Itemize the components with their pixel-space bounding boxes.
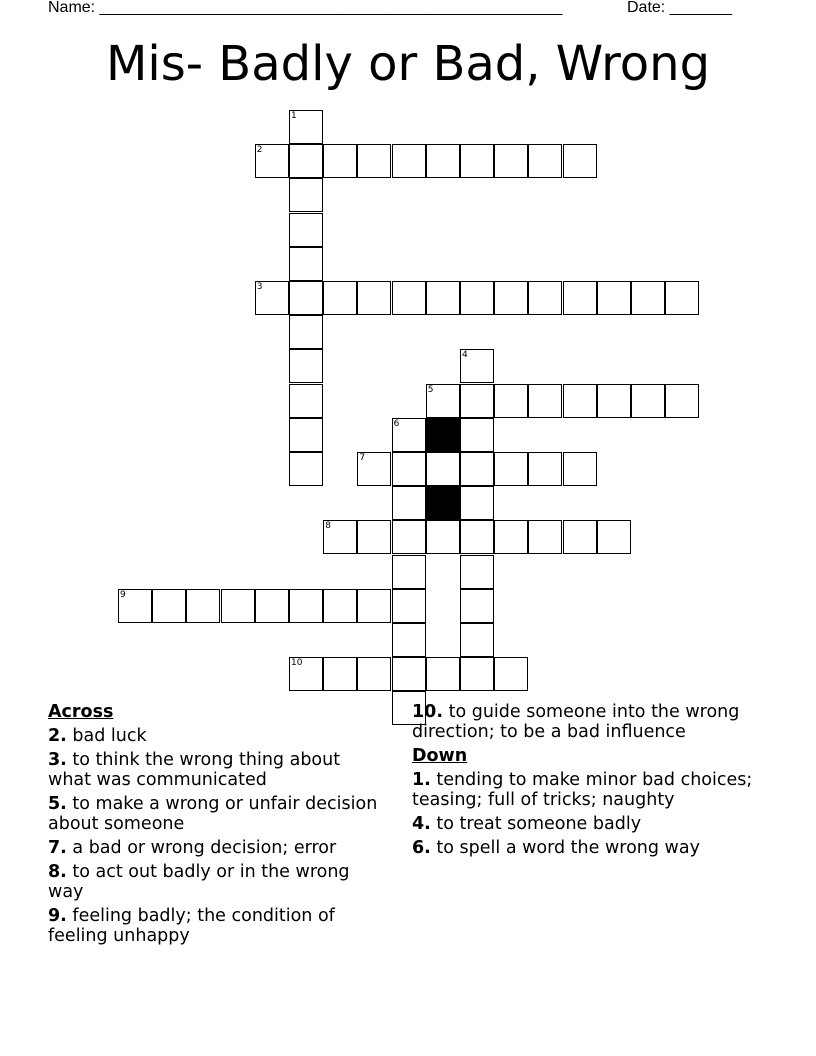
grid-cell[interactable] bbox=[528, 452, 562, 486]
grid-cell[interactable] bbox=[152, 589, 186, 623]
clue-across-10 bbox=[412, 702, 772, 742]
cell-number: 6 bbox=[393, 418, 400, 429]
grid-cell[interactable] bbox=[426, 657, 460, 691]
grid-cell[interactable] bbox=[255, 281, 289, 315]
grid-cell[interactable] bbox=[255, 589, 289, 623]
grid-cell[interactable] bbox=[323, 657, 357, 691]
grid-cell[interactable] bbox=[392, 657, 426, 691]
cell-number: 9 bbox=[120, 589, 126, 600]
grid-cell[interactable] bbox=[460, 452, 494, 486]
grid-cell[interactable] bbox=[289, 418, 323, 452]
grid-cell[interactable] bbox=[460, 520, 494, 554]
grid-cell[interactable] bbox=[357, 589, 391, 623]
grid-cell[interactable] bbox=[494, 452, 528, 486]
cell-number: 4 bbox=[462, 350, 468, 361]
grid-cell[interactable] bbox=[426, 452, 460, 486]
grid-cell[interactable] bbox=[563, 281, 597, 315]
grid-cell[interactable] bbox=[460, 418, 494, 452]
clue-number: 4. bbox=[412, 814, 431, 834]
grid-cell[interactable] bbox=[392, 452, 426, 486]
clue-text: a bad or wrong decision; error bbox=[72, 838, 337, 858]
clue-text: to think the wrong thing about what was communicated bbox=[48, 750, 341, 790]
grid-cell[interactable] bbox=[460, 349, 494, 383]
grid-cell[interactable] bbox=[528, 144, 562, 178]
grid-cell[interactable] bbox=[563, 452, 597, 486]
clue-text: to treat someone badly bbox=[436, 814, 642, 834]
grid-cell[interactable] bbox=[460, 384, 494, 418]
grid-cell[interactable] bbox=[289, 349, 323, 383]
cell-number: 7 bbox=[359, 453, 366, 463]
clues-column-left bbox=[48, 702, 388, 950]
grid-cell[interactable] bbox=[494, 657, 528, 691]
clue-text: to guide someone into the wrong direction; to be a bad influence bbox=[412, 702, 740, 742]
grid-cell[interactable] bbox=[392, 486, 426, 520]
clue-across-2 bbox=[48, 726, 388, 746]
clue-across-5 bbox=[48, 794, 388, 834]
clue-down-1 bbox=[412, 770, 772, 810]
grid-cell[interactable] bbox=[597, 520, 631, 554]
black-cell bbox=[426, 418, 460, 452]
down-heading: Down bbox=[412, 746, 468, 766]
grid-cell[interactable] bbox=[460, 657, 494, 691]
clue-across-8 bbox=[48, 862, 388, 902]
cell-number: 1 bbox=[291, 111, 297, 121]
across-heading: Across bbox=[48, 702, 114, 722]
grid-cell[interactable] bbox=[528, 384, 562, 418]
grid-cell[interactable] bbox=[460, 555, 494, 589]
grid-cell[interactable] bbox=[357, 452, 391, 486]
grid-cell[interactable] bbox=[426, 384, 460, 418]
clue-down-6 bbox=[412, 838, 772, 858]
grid-cell[interactable] bbox=[665, 384, 699, 418]
grid-cell[interactable] bbox=[289, 452, 323, 486]
grid-cell[interactable] bbox=[528, 281, 562, 315]
clue-text: to act out badly or in the wrong way bbox=[48, 862, 350, 902]
grid-cell[interactable] bbox=[494, 281, 528, 315]
grid-cell[interactable] bbox=[392, 555, 426, 589]
grid-cell[interactable] bbox=[563, 520, 597, 554]
cell-number: 3 bbox=[256, 282, 263, 292]
clue-text: to spell a word the wrong way bbox=[436, 838, 700, 858]
grid-cell[interactable] bbox=[392, 281, 426, 315]
grid-cell[interactable] bbox=[392, 520, 426, 554]
cell-number: 2 bbox=[256, 145, 263, 156]
cell-number: 8 bbox=[325, 521, 331, 532]
grid-cell[interactable] bbox=[494, 520, 528, 554]
grid-cell[interactable] bbox=[426, 144, 460, 178]
cell-number: 10 bbox=[291, 658, 303, 669]
grid-cell[interactable] bbox=[460, 589, 494, 623]
grid-cell[interactable] bbox=[255, 144, 289, 178]
grid-cell[interactable] bbox=[392, 589, 426, 623]
clues-column-right bbox=[412, 702, 772, 862]
grid-cell[interactable] bbox=[289, 315, 323, 349]
clue-number: 3. bbox=[48, 750, 67, 770]
grid-cell[interactable] bbox=[392, 418, 426, 452]
grid-cell[interactable] bbox=[323, 589, 357, 623]
clue-across-9 bbox=[48, 906, 388, 946]
clue-number: 6. bbox=[412, 838, 431, 858]
clue-number: 9. bbox=[48, 906, 67, 926]
grid-cell[interactable] bbox=[289, 281, 323, 315]
grid-cell[interactable] bbox=[186, 589, 220, 623]
grid-cell[interactable] bbox=[563, 144, 597, 178]
clue-down-4 bbox=[412, 814, 772, 834]
grid-cell[interactable] bbox=[323, 144, 357, 178]
grid-cell[interactable] bbox=[289, 213, 323, 247]
grid-cell[interactable] bbox=[460, 623, 494, 657]
grid-cell[interactable] bbox=[426, 281, 460, 315]
grid-cell[interactable] bbox=[357, 281, 391, 315]
clue-number: 8. bbox=[48, 862, 67, 882]
grid-cell[interactable] bbox=[357, 657, 391, 691]
clue-text: feeling badly; the condition of feeling unhappy bbox=[48, 906, 335, 946]
grid-cell[interactable] bbox=[118, 589, 152, 623]
grid-cell[interactable] bbox=[323, 520, 357, 554]
grid-cell[interactable] bbox=[357, 520, 391, 554]
grid-cell[interactable] bbox=[460, 281, 494, 315]
grid-cell[interactable] bbox=[323, 281, 357, 315]
clue-number: 7. bbox=[48, 838, 67, 858]
grid-cell[interactable] bbox=[665, 281, 699, 315]
grid-cell[interactable] bbox=[563, 384, 597, 418]
grid-cell[interactable] bbox=[460, 144, 494, 178]
grid-cell[interactable] bbox=[392, 144, 426, 178]
clue-number: 1. bbox=[412, 770, 431, 790]
clue-number: 2. bbox=[48, 726, 67, 746]
grid-cell[interactable] bbox=[289, 144, 323, 178]
date-label: Date: _______ bbox=[627, 0, 732, 16]
grid-cell[interactable] bbox=[221, 589, 255, 623]
clue-text: tending to make minor bad choices; teasing; full of tricks; naughty bbox=[412, 770, 753, 810]
page-title: Mis- Badly or Bad, Wrong bbox=[105, 36, 711, 92]
clue-number: 10. bbox=[412, 702, 444, 722]
grid-cell[interactable] bbox=[289, 247, 323, 281]
cell-number: 5 bbox=[427, 384, 434, 395]
grid-cell[interactable] bbox=[597, 281, 631, 315]
clue-across-3 bbox=[48, 750, 388, 790]
grid-cell[interactable] bbox=[392, 623, 426, 657]
grid-cell[interactable] bbox=[289, 110, 323, 144]
grid-cell[interactable] bbox=[289, 178, 323, 212]
grid-cell[interactable] bbox=[289, 384, 323, 418]
clue-number: 5. bbox=[48, 794, 67, 814]
grid-cell[interactable] bbox=[426, 520, 460, 554]
grid-cell[interactable] bbox=[494, 384, 528, 418]
grid-cell[interactable] bbox=[289, 657, 323, 691]
grid-cell[interactable] bbox=[597, 384, 631, 418]
grid-cell[interactable] bbox=[528, 520, 562, 554]
grid-cell[interactable] bbox=[631, 281, 665, 315]
clue-text: to make a wrong or unfair decision about someone bbox=[48, 794, 378, 834]
grid-cell[interactable] bbox=[460, 486, 494, 520]
grid-cell[interactable] bbox=[631, 384, 665, 418]
clue-text: bad luck bbox=[72, 726, 147, 746]
name-label: Name: ____________________________________________________ bbox=[48, 0, 563, 16]
black-cell bbox=[426, 486, 460, 520]
grid-cell[interactable] bbox=[357, 144, 391, 178]
clue-across-7 bbox=[48, 838, 388, 858]
grid-cell[interactable] bbox=[494, 144, 528, 178]
grid-cell[interactable] bbox=[289, 589, 323, 623]
